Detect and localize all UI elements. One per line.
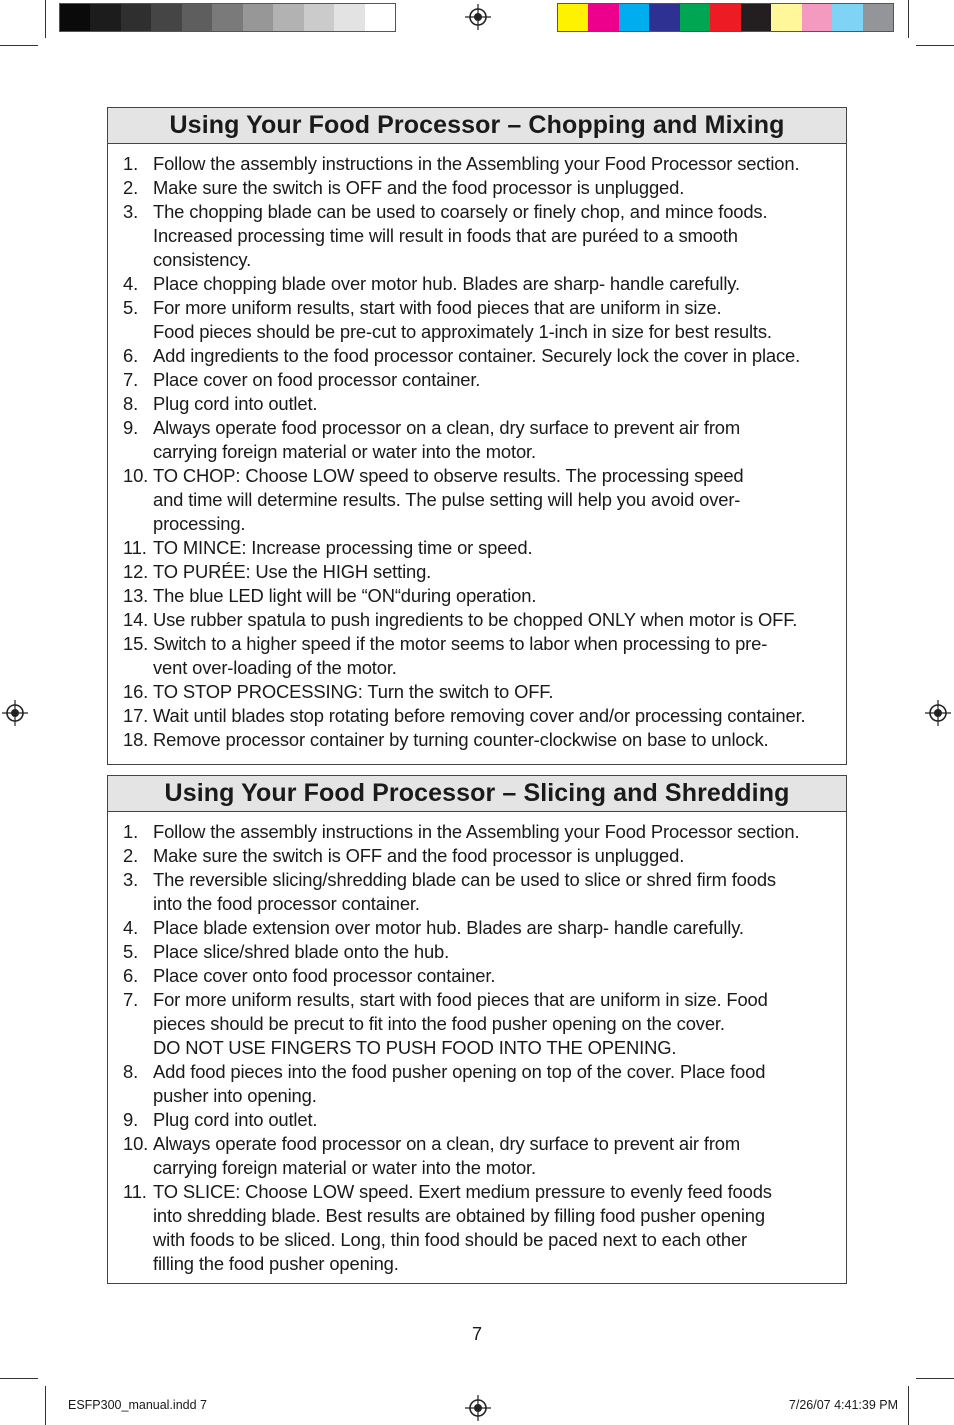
step-item	[108, 272, 846, 296]
step-text	[153, 728, 842, 752]
step-item	[108, 820, 846, 844]
step-text-line: carrying foreign material or water into the motor.	[153, 1157, 536, 1178]
step-text	[153, 176, 842, 200]
step-item	[108, 844, 846, 868]
color-swatch	[151, 4, 181, 31]
step-text-line: For more uniform results, start with food pieces that are uniform in size.	[153, 297, 722, 318]
process-color-bar	[557, 3, 894, 32]
color-swatch	[558, 4, 588, 31]
color-swatch	[334, 4, 364, 31]
step-text	[153, 704, 842, 728]
step-text-line: Add food pieces into the food pusher opening on top of the cover. Place food	[153, 1061, 766, 1082]
step-number: 11.	[123, 1181, 147, 1202]
registration-mark-icon	[465, 1395, 491, 1421]
step-text	[153, 344, 842, 368]
step-text	[153, 392, 842, 416]
crop-mark	[0, 45, 38, 46]
step-text-line: Follow the assembly instructions in the Assembling your Food Processor section.	[153, 153, 800, 174]
color-swatch	[649, 4, 679, 31]
grayscale-color-bar	[59, 3, 396, 32]
step-number: 11.	[123, 537, 147, 558]
step-text	[153, 152, 842, 176]
step-text	[153, 1180, 842, 1276]
step-item	[108, 464, 846, 536]
step-item	[108, 368, 846, 392]
step-text	[153, 368, 842, 392]
step-text	[153, 916, 842, 940]
step-text-line: processing.	[153, 513, 246, 534]
step-text	[153, 608, 842, 632]
step-number: 7.	[123, 989, 139, 1010]
step-text-line: into the food processor container.	[153, 893, 420, 914]
step-text	[153, 1132, 842, 1180]
step-item	[108, 536, 846, 560]
registration-mark-icon	[465, 4, 491, 30]
step-item	[108, 296, 846, 344]
step-text-line: vent over-loading of the motor.	[153, 657, 397, 678]
step-item	[108, 392, 846, 416]
step-item	[108, 344, 846, 368]
step-text	[153, 820, 842, 844]
step-text	[153, 200, 842, 272]
step-text	[153, 988, 842, 1060]
step-text	[153, 272, 842, 296]
color-swatch	[741, 4, 771, 31]
step-item	[108, 680, 846, 704]
step-item	[108, 728, 846, 752]
color-swatch	[273, 4, 303, 31]
step-text	[153, 416, 842, 464]
step-item	[108, 1108, 846, 1132]
step-text-line: Place cover onto food processor container.	[153, 965, 496, 986]
step-text-line: Plug cord into outlet.	[153, 1109, 318, 1130]
step-number: 18.	[123, 729, 149, 750]
crop-mark	[45, 0, 46, 38]
step-text-line: carrying foreign material or water into the motor.	[153, 441, 536, 462]
step-text-line: Plug cord into outlet.	[153, 393, 318, 414]
step-text	[153, 964, 842, 988]
step-text-line: Place slice/shred blade onto the hub.	[153, 941, 450, 962]
step-text	[153, 632, 842, 680]
step-number: 10.	[123, 465, 149, 486]
step-number: 4.	[123, 273, 139, 294]
step-number: 1.	[123, 821, 139, 842]
crop-mark	[45, 1386, 46, 1425]
step-item	[108, 916, 846, 940]
color-swatch	[365, 4, 395, 31]
step-text-line: Always operate food processor on a clean, dry surface to prevent air from	[153, 417, 741, 438]
step-text-line: Add ingredients to the food processor container. Securely lock the cover in place.	[153, 345, 801, 366]
step-item	[108, 176, 846, 200]
step-text-line: The blue LED light will be “ON“during operation.	[153, 585, 537, 606]
color-swatch	[304, 4, 334, 31]
step-text-line: Place blade extension over motor hub. Blades are sharp- handle carefully.	[153, 917, 744, 938]
color-swatch	[588, 4, 618, 31]
step-text-line: Switch to a higher speed if the motor seems to labor when processing to pre-	[153, 633, 768, 654]
step-number: 10.	[123, 1133, 149, 1154]
step-text	[153, 560, 842, 584]
steps-list	[108, 144, 846, 752]
color-swatch	[802, 4, 832, 31]
step-item	[108, 1060, 846, 1108]
page-number: 7	[471, 1324, 482, 1344]
step-item	[108, 1180, 846, 1276]
step-text	[153, 464, 842, 536]
step-number: 5.	[123, 941, 139, 962]
step-number: 15.	[123, 633, 149, 654]
step-text-line: Make sure the switch is OFF and the food processor is unplugged.	[153, 177, 685, 198]
step-text-line: Food pieces should be pre-cut to approximately 1-inch in size for best results.	[153, 321, 772, 342]
step-text	[153, 940, 842, 964]
registration-mark-icon	[2, 700, 28, 726]
step-item	[108, 200, 846, 272]
step-number: 3.	[123, 869, 139, 890]
step-item	[108, 1132, 846, 1180]
step-text-line: pusher into opening.	[153, 1085, 317, 1106]
step-text	[153, 584, 842, 608]
step-item	[108, 632, 846, 680]
step-number: 2.	[123, 177, 139, 198]
step-item	[108, 964, 846, 988]
step-text-line: Follow the assembly instructions in the Assembling your Food Processor section.	[153, 821, 800, 842]
step-text	[153, 1108, 842, 1132]
step-number: 9.	[123, 417, 139, 438]
step-text-line: into shredding blade. Best results are obtained by filling food pusher opening	[153, 1205, 765, 1226]
step-text	[153, 296, 842, 344]
steps-list	[108, 812, 846, 1276]
step-number: 5.	[123, 297, 139, 318]
step-number: 2.	[123, 845, 139, 866]
crop-mark	[916, 45, 954, 46]
step-item	[108, 152, 846, 176]
crop-mark	[908, 0, 909, 38]
step-text-line: Use rubber spatula to push ingredients to be chopped ONLY when motor is OFF.	[153, 609, 798, 630]
slug-file-name: ESFP300_manual.indd 7	[68, 1398, 207, 1412]
section-title: Using Your Food Processor – Chopping and Mixing	[108, 108, 846, 144]
step-text-line: Increased processing time will result in foods that are puréed to a smooth	[153, 225, 738, 246]
color-swatch	[771, 4, 801, 31]
step-text-line: filling the food pusher opening.	[153, 1253, 399, 1274]
step-text	[153, 536, 842, 560]
step-text-line: TO PURÉE: Use the HIGH setting.	[153, 561, 432, 582]
color-swatch	[863, 4, 893, 31]
step-text-line: Always operate food processor on a clean, dry surface to prevent air from	[153, 1133, 741, 1154]
step-item	[108, 868, 846, 916]
step-text-line: Remove processor container by turning counter-clockwise on base to unlock.	[153, 729, 769, 750]
step-text-line: TO MINCE: Increase processing time or speed.	[153, 537, 533, 558]
step-item	[108, 940, 846, 964]
step-item	[108, 608, 846, 632]
section-chopping-mixing	[107, 107, 847, 765]
section-title: Using Your Food Processor – Slicing and Shredding	[108, 776, 846, 812]
color-swatch	[90, 4, 120, 31]
color-swatch	[680, 4, 710, 31]
color-swatch	[212, 4, 242, 31]
step-text-line: with foods to be sliced. Long, thin food should be paced next to each other	[153, 1229, 748, 1250]
step-number: 4.	[123, 917, 139, 938]
step-text-line: For more uniform results, start with food pieces that are uniform in size. Food	[153, 989, 768, 1010]
step-item	[108, 988, 846, 1060]
color-swatch	[243, 4, 273, 31]
step-text-line: Place cover on food processor container.	[153, 369, 481, 390]
step-number: 1.	[123, 153, 139, 174]
step-item	[108, 704, 846, 728]
step-text-line: consistency.	[153, 249, 252, 270]
color-swatch	[710, 4, 740, 31]
step-text-line: TO STOP PROCESSING: Turn the switch to OFF.	[153, 681, 554, 702]
step-number: 14.	[123, 609, 149, 630]
step-number: 13.	[123, 585, 149, 606]
color-swatch	[60, 4, 90, 31]
step-text-line: The chopping blade can be used to coarsely or finely chop, and mince foods.	[153, 201, 768, 222]
registration-mark-icon	[925, 700, 951, 726]
step-number: 9.	[123, 1109, 139, 1130]
step-item	[108, 416, 846, 464]
step-text-line: Wait until blades stop rotating before removing cover and/or processing container.	[153, 705, 806, 726]
step-text-line: pieces should be precut to fit into the food pusher opening on the cover.	[153, 1013, 725, 1034]
step-item	[108, 584, 846, 608]
step-text-line: Place chopping blade over motor hub. Blades are sharp- handle carefully.	[153, 273, 740, 294]
step-text-line: DO NOT USE FINGERS TO PUSH FOOD INTO THE OPENING.	[153, 1037, 677, 1058]
step-number: 6.	[123, 345, 139, 366]
color-swatch	[182, 4, 212, 31]
color-swatch	[619, 4, 649, 31]
step-text	[153, 844, 842, 868]
step-number: 3.	[123, 201, 139, 222]
step-item	[108, 560, 846, 584]
step-text	[153, 1060, 842, 1108]
crop-mark	[916, 1378, 954, 1379]
step-number: 17.	[123, 705, 149, 726]
step-number: 8.	[123, 393, 139, 414]
step-text	[153, 868, 842, 916]
color-swatch	[121, 4, 151, 31]
slug-timestamp: 7/26/07 4:41:39 PM	[788, 1398, 898, 1412]
section-slicing-shredding	[107, 775, 847, 1284]
step-number: 7.	[123, 369, 139, 390]
step-text-line: The reversible slicing/shredding blade can be used to slice or shred firm foods	[153, 869, 776, 890]
step-number: 6.	[123, 965, 139, 986]
step-text-line: Make sure the switch is OFF and the food processor is unplugged.	[153, 845, 685, 866]
step-number: 12.	[123, 561, 149, 582]
crop-mark	[908, 1386, 909, 1425]
step-number: 16.	[123, 681, 149, 702]
step-text-line: TO CHOP: Choose LOW speed to observe results. The processing speed	[153, 465, 744, 486]
step-text-line: TO SLICE: Choose LOW speed. Exert medium pressure to evenly feed foods	[153, 1181, 772, 1202]
crop-mark	[0, 1378, 38, 1379]
step-text-line: and time will determine results. The pulse setting will help you avoid over-	[153, 489, 741, 510]
step-number: 8.	[123, 1061, 139, 1082]
step-text	[153, 680, 842, 704]
color-swatch	[832, 4, 862, 31]
